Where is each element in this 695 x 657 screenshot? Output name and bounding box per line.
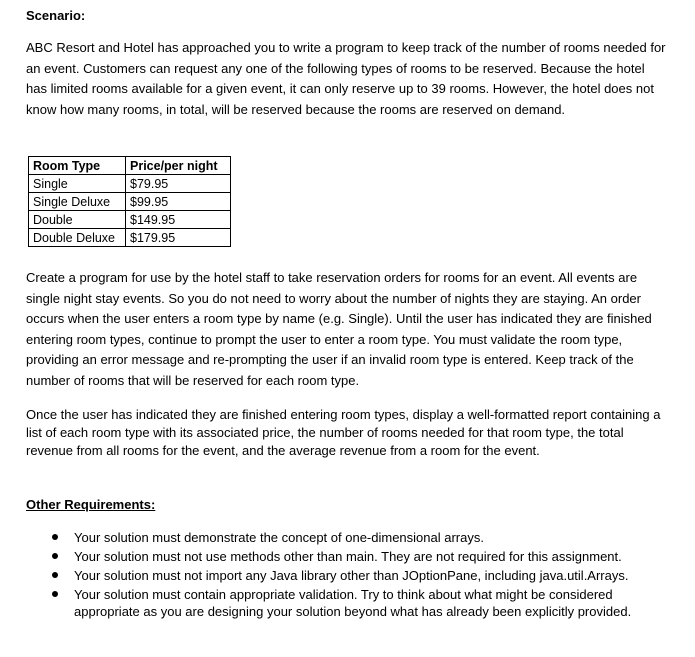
scenario-paragraph: ABC Resort and Hotel has approached you to write a program to keep track of the number of rooms needed for an event. Customers can request any one of the following types of rooms to be reserved. Because the hotel has limited rooms available for a given event, it can only reserve up to 39 rooms. However, the hotel does not know how many rooms, in total, will be reserved because the rooms are reserved on demand. xyxy=(26,40,666,117)
table-row xyxy=(29,193,231,211)
room-type-cell: Double Deluxe xyxy=(29,229,126,247)
requirement-text: Your solution must not use methods other than main. They are not required for this assignment. xyxy=(74,549,622,564)
list-item xyxy=(52,586,662,620)
list-item xyxy=(52,567,662,584)
bullet-icon xyxy=(52,591,58,597)
requirement-text: Your solution must contain appropriate validation. Try to think about what might be considered appropriate as you are designing your solution beyond what has already been explicitly provided. xyxy=(74,587,632,619)
list-item xyxy=(52,548,662,565)
bullet-icon xyxy=(52,534,58,540)
table-header-row xyxy=(29,157,231,175)
list-item xyxy=(52,529,662,546)
table-row xyxy=(29,211,231,229)
price-cell: $99.95 xyxy=(126,193,231,211)
room-price-table xyxy=(28,156,231,247)
table-row xyxy=(29,229,231,247)
price-cell: $79.95 xyxy=(126,175,231,193)
program-paragraph: Create a program for use by the hotel staff to take reservation orders for rooms for an event. All events are single night stay events. So you do not need to worry about the number of nights they are staying. An order occurs when the user enters a room type by name (e.g. Single). Until the user has indicated they are finished entering room types, continue to prompt the user to enter a room type. You must validate the room type, providing an error message and re-prompting the user if an invalid room type is entered. Keep track of the number of rooms that will be reserved for each room type. xyxy=(26,270,652,388)
room-type-cell: Single xyxy=(29,175,126,193)
table-row xyxy=(29,175,231,193)
header-room-type: Room Type xyxy=(29,157,126,175)
report-paragraph: Once the user has indicated they are finished entering room types, display a well-formatted report containing a list of each room type with its associated price, the number of rooms needed for that room type, the total revenue from all rooms for the event, and the average revenue from a room for the event. xyxy=(26,407,661,458)
price-cell: $179.95 xyxy=(126,229,231,247)
room-type-cell: Double xyxy=(29,211,126,229)
bullet-icon xyxy=(52,572,58,578)
price-cell: $149.95 xyxy=(126,211,231,229)
requirements-list xyxy=(52,529,662,622)
room-type-cell: Single Deluxe xyxy=(29,193,126,211)
requirement-text: Your solution must demonstrate the concept of one-dimensional arrays. xyxy=(74,530,484,545)
scenario-heading: Scenario: xyxy=(26,8,86,23)
bullet-icon xyxy=(52,553,58,559)
requirements-heading: Other Requirements: xyxy=(26,497,156,512)
requirement-text: Your solution must not import any Java library other than JOptionPane, including java.util.Arrays. xyxy=(74,568,629,583)
header-price: Price/per night xyxy=(126,157,231,175)
